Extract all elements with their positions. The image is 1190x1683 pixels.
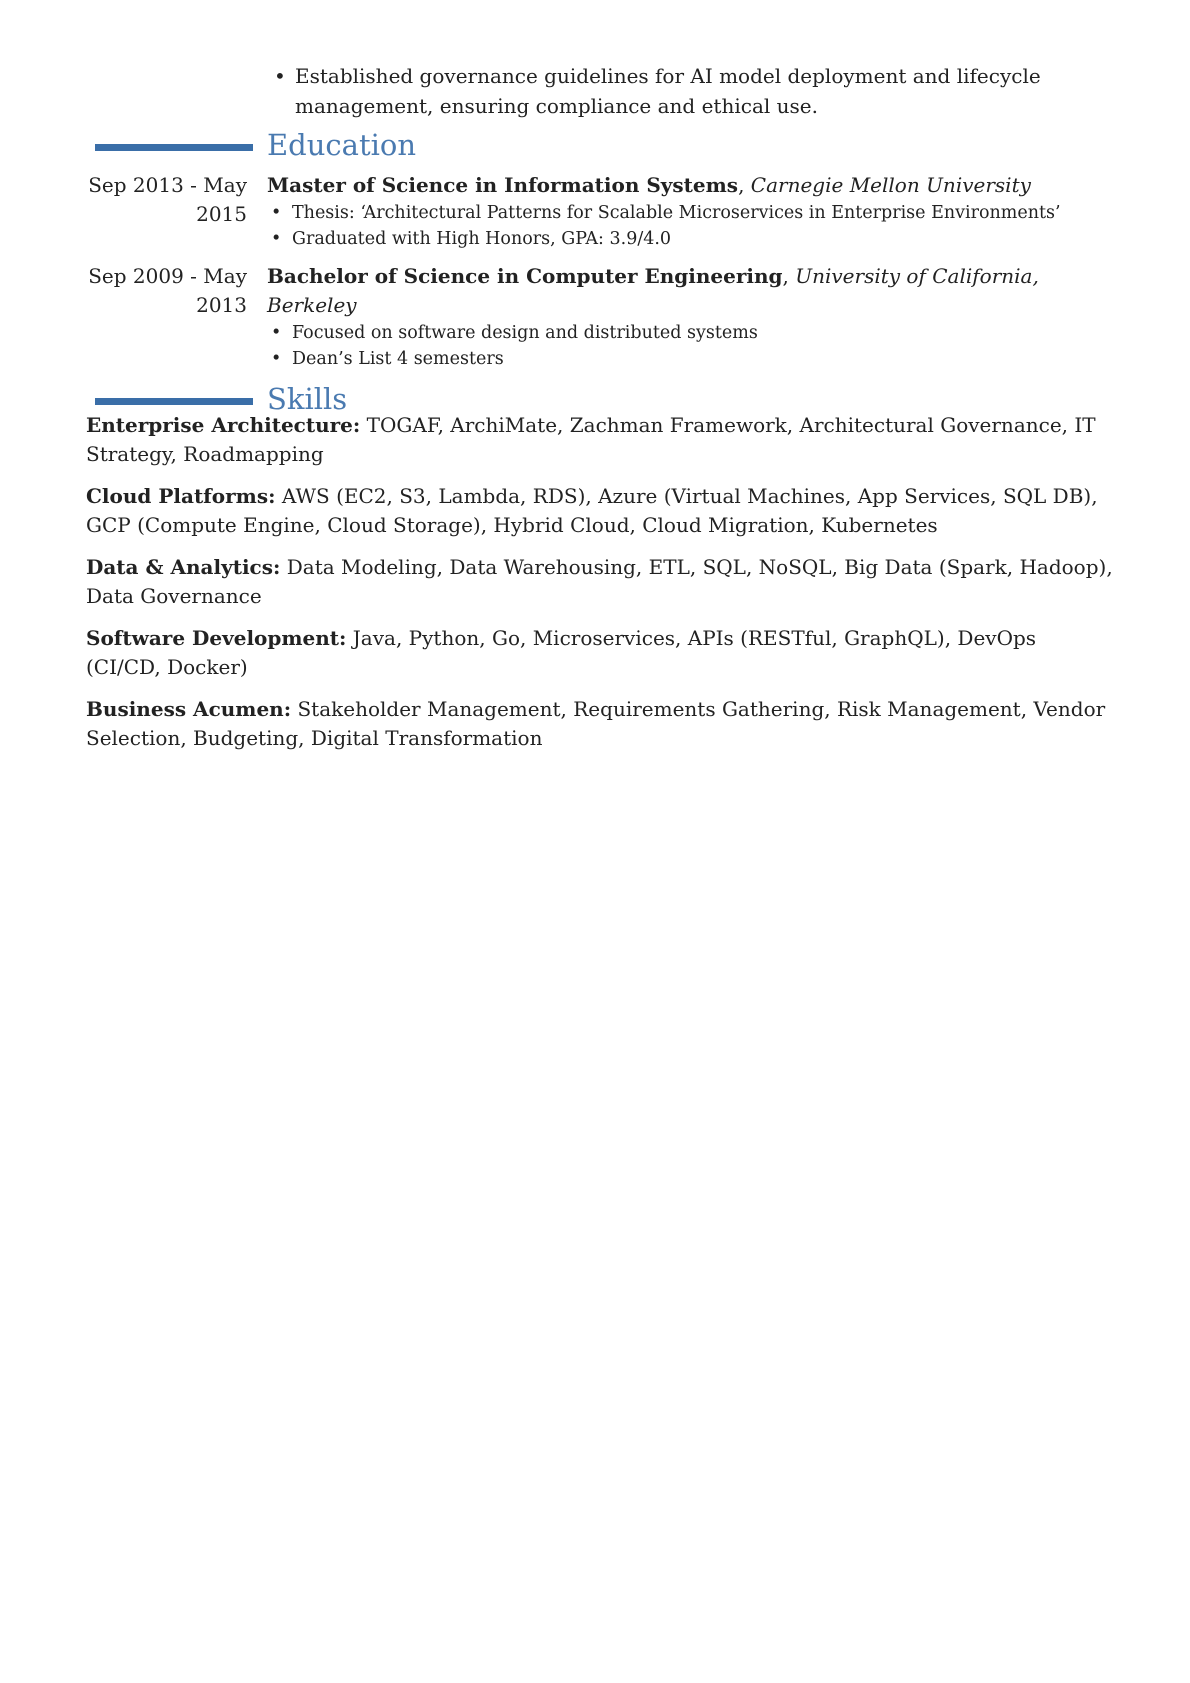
degree-name: Master of Science in Information Systems [267,173,739,197]
bullet-icon: • [271,203,282,223]
skill-items: Stakeholder Management, Requirements Gathering, Risk Management, Vendor Selection, Budgeting, Digital Transformation [86,697,1106,750]
skill-row [86,695,1116,753]
education-date: Sep 2009 - May 2013 [88,264,247,317]
education-section-header [95,127,1095,167]
skill-row [86,482,1116,540]
education-body [267,262,1097,372]
skill-category: Enterprise Architecture: [86,413,361,437]
skills-list [86,411,1116,766]
skill-category: Business Acumen: [86,697,292,721]
education-body [267,171,1097,252]
degree-name: Bachelor of Science in Computer Engineering [267,264,783,288]
section-rule [95,144,253,151]
bullet-text: Focused on software design and distributed systems [292,323,758,343]
bullet-icon: • [274,64,286,88]
bullet-icon: • [271,229,282,249]
section-rule [95,398,253,405]
bullet-icon: • [271,323,282,343]
school-name: University of California, Berkeley [267,264,1039,317]
skill-items: AWS (EC2, S3, Lambda, RDS), Azure (Virtual Machines, App Services, SQL DB), GCP (Compute Engine, Cloud Storage), Hybrid Cloud, Cloud Migration, Kubernetes [86,484,1098,537]
skill-category: Software Development: [86,626,347,650]
skill-row [86,553,1116,611]
list-item [267,200,1097,226]
list-item [267,320,1097,346]
education-bullets [267,200,1097,252]
education-heading: Master of Science in Information Systems, Carnegie Mellon University [267,173,1031,197]
bullet-text: Thesis: ‘Architectural Patterns for Scalable Microservices in Enterprise Environments’ [292,203,1061,223]
bullet-icon: • [271,349,282,369]
skill-items: Java, Python, Go, Microservices, APIs (RESTful, GraphQL), DevOps (CI/CD, Docker) [86,626,1037,679]
bullet-text: Graduated with High Honors, GPA: 3.9/4.0 [292,229,672,249]
school-name: Carnegie Mellon University [750,173,1031,197]
list-item [267,346,1097,372]
skill-row [86,624,1116,682]
bullet-text: Dean’s List 4 semesters [292,349,504,369]
skill-category: Cloud Platforms: [86,484,276,508]
skill-items: Data Modeling, Data Warehousing, ETL, SQL, NoSQL, Big Data (Spark, Hadoop), Data Governance [86,555,1113,608]
education-bullets [267,320,1097,372]
skills-title: Skills [267,382,348,416]
education-heading: Bachelor of Science in Computer Engineering, University of California, Berkeley [267,264,1039,317]
skill-items: TOGAF, ArchiMate, Zachman Framework, Architectural Governance, IT Strategy, Roadmapping [86,413,1096,466]
carryover-text: Established governance guidelines for AI model deployment and lifecycle management, ensuring compliance and ethical use. [295,64,1041,118]
skill-row [86,411,1116,469]
education-title: Education [267,128,417,162]
list-item [267,226,1097,252]
education-date: Sep 2013 - May 2015 [88,173,247,226]
experience-carryover-bullet [274,61,1095,121]
skill-category: Data & Analytics: [86,555,281,579]
